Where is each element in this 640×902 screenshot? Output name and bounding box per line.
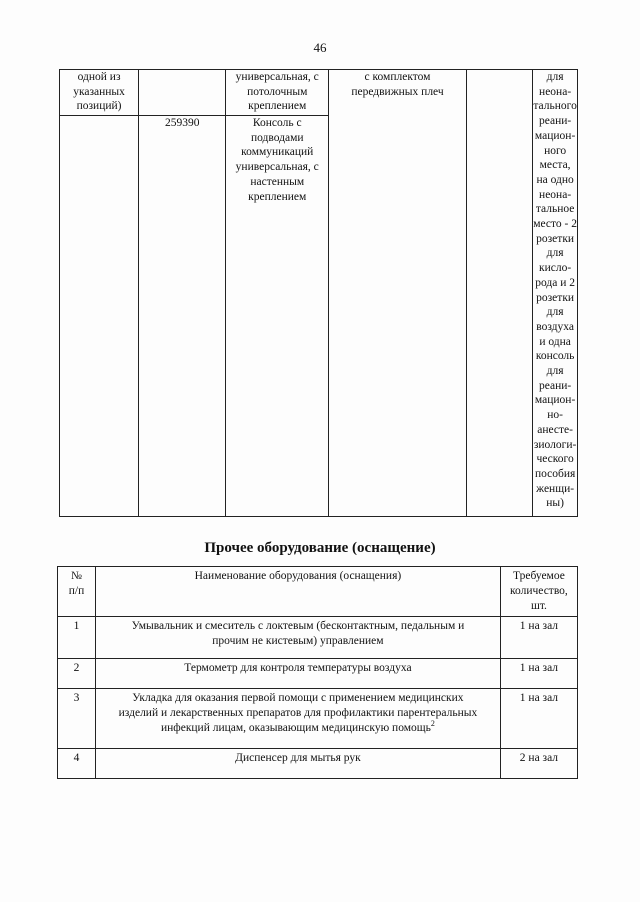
cell-text: 259390 [165, 117, 200, 129]
cell-text: мацион- [534, 129, 576, 142]
header-text: количество, [510, 585, 568, 597]
equipment-table-continuation [59, 69, 578, 517]
table-row [58, 659, 578, 689]
cell-text: воздуха [536, 320, 574, 333]
cell-text: позиций) [76, 100, 122, 113]
cell-text: мацион- [534, 394, 576, 407]
other-equipment-table [57, 566, 578, 779]
cell-text: неона- [539, 188, 572, 201]
cell-text: ного [544, 144, 567, 157]
row-number: 4 [58, 749, 96, 779]
cell-text: консоль [535, 350, 575, 363]
cell-text: одной из [77, 71, 121, 83]
header-text: п/п [68, 585, 85, 597]
cell-text: ны) [546, 497, 564, 510]
row-name [95, 749, 500, 779]
table-row [58, 617, 578, 659]
row-quantity: 1 на зал [500, 689, 577, 749]
cell-text: указанных [73, 85, 125, 98]
cell-text: пособия [534, 467, 576, 480]
table-row [58, 689, 578, 749]
notes-column [533, 70, 577, 511]
cell-text: розетки [536, 232, 575, 245]
header-text: Наименование оборудования (оснащения) [194, 570, 402, 582]
cell-text: рода и 2 [535, 276, 575, 289]
cell-text: тального [533, 100, 577, 113]
table-row [60, 70, 578, 116]
row-name [95, 659, 500, 689]
cell-text: женщи- [536, 482, 575, 495]
cell-text: для [546, 247, 564, 260]
table-cell [466, 70, 532, 517]
cell-text: универсальная, с [235, 71, 319, 83]
cell-text: универсальная, с [235, 161, 319, 174]
cell-text: реани- [538, 115, 572, 128]
table-cell [226, 116, 329, 517]
cell-text: и одна [539, 335, 571, 348]
table-cell [139, 70, 226, 116]
table-cell [60, 116, 139, 517]
footnote-marker: 2 [430, 719, 435, 729]
cell-text: место - 2 [533, 218, 577, 231]
row-quantity: 2 на зал [500, 749, 577, 779]
cell-text: Укладка для оказания первой помощи с применением медицинских [132, 692, 464, 704]
cell-text: для [546, 71, 564, 83]
table-cell [329, 70, 467, 517]
cell-text: Умывальник и смеситель с локтевым (бесконтактным, педальным и [131, 620, 465, 632]
header-text: № [71, 570, 82, 582]
cell-text: для [546, 365, 564, 378]
header-number [58, 567, 96, 617]
cell-text: кисло- [539, 262, 572, 275]
cell-text: ческого [536, 453, 574, 466]
cell-text: на одно [536, 173, 574, 186]
header-text: шт. [530, 600, 547, 612]
row-name [95, 689, 500, 749]
table-row [58, 749, 578, 779]
cell-text: креплением [248, 100, 307, 113]
cell-text: настенным [250, 175, 305, 188]
row-quantity: 1 на зал [500, 617, 577, 659]
row-number: 1 [58, 617, 96, 659]
row-number: 2 [58, 659, 96, 689]
cell-text: подводами [250, 131, 304, 144]
cell-text: Диспенсер для мытья рук [235, 752, 361, 764]
cell-text: анесте- [537, 423, 573, 436]
cell-text: для [546, 306, 564, 319]
table-cell [226, 70, 329, 116]
cell-text: с комплектом [364, 71, 431, 83]
row-number: 3 [58, 689, 96, 749]
cell-text: но- [547, 409, 563, 422]
table-cell [139, 116, 226, 517]
cell-text: места, [539, 159, 571, 172]
cell-text: реани- [538, 379, 572, 392]
table-cell [60, 70, 139, 116]
header-text: Требуемое [513, 570, 565, 582]
cell-text: передвижных плеч [351, 85, 444, 98]
row-quantity: 1 на зал [500, 659, 577, 689]
header-name [95, 567, 500, 617]
cell-text: зиологи- [533, 438, 577, 451]
cell-text: коммуникаций [241, 146, 314, 159]
header-quantity [500, 567, 577, 617]
cell-text: прочим не кистевым) управлением [212, 635, 384, 647]
cell-text: Термометр для контроля температуры воздуха [184, 662, 412, 674]
cell-text: Консоль с [252, 117, 302, 129]
cell-text: изделий и лекарственных препаратов для профилактики парентеральных [118, 707, 478, 719]
section-title: Прочее оборудование (оснащение) [204, 540, 436, 556]
cell-text: потолочным [247, 85, 308, 98]
cell-text: неона- [539, 85, 572, 98]
table-header-row [58, 567, 578, 617]
page-number: 46 [313, 40, 327, 55]
cell-text: розетки [536, 291, 575, 304]
cell-text: тальное [535, 203, 575, 216]
row-name [95, 617, 500, 659]
cell-text: креплением [248, 190, 307, 203]
cell-text-with-footnote [96, 721, 500, 736]
table-cell [533, 70, 578, 517]
cell-text: инфекций лицам, оказывающим медицинскую помощь [160, 722, 431, 734]
